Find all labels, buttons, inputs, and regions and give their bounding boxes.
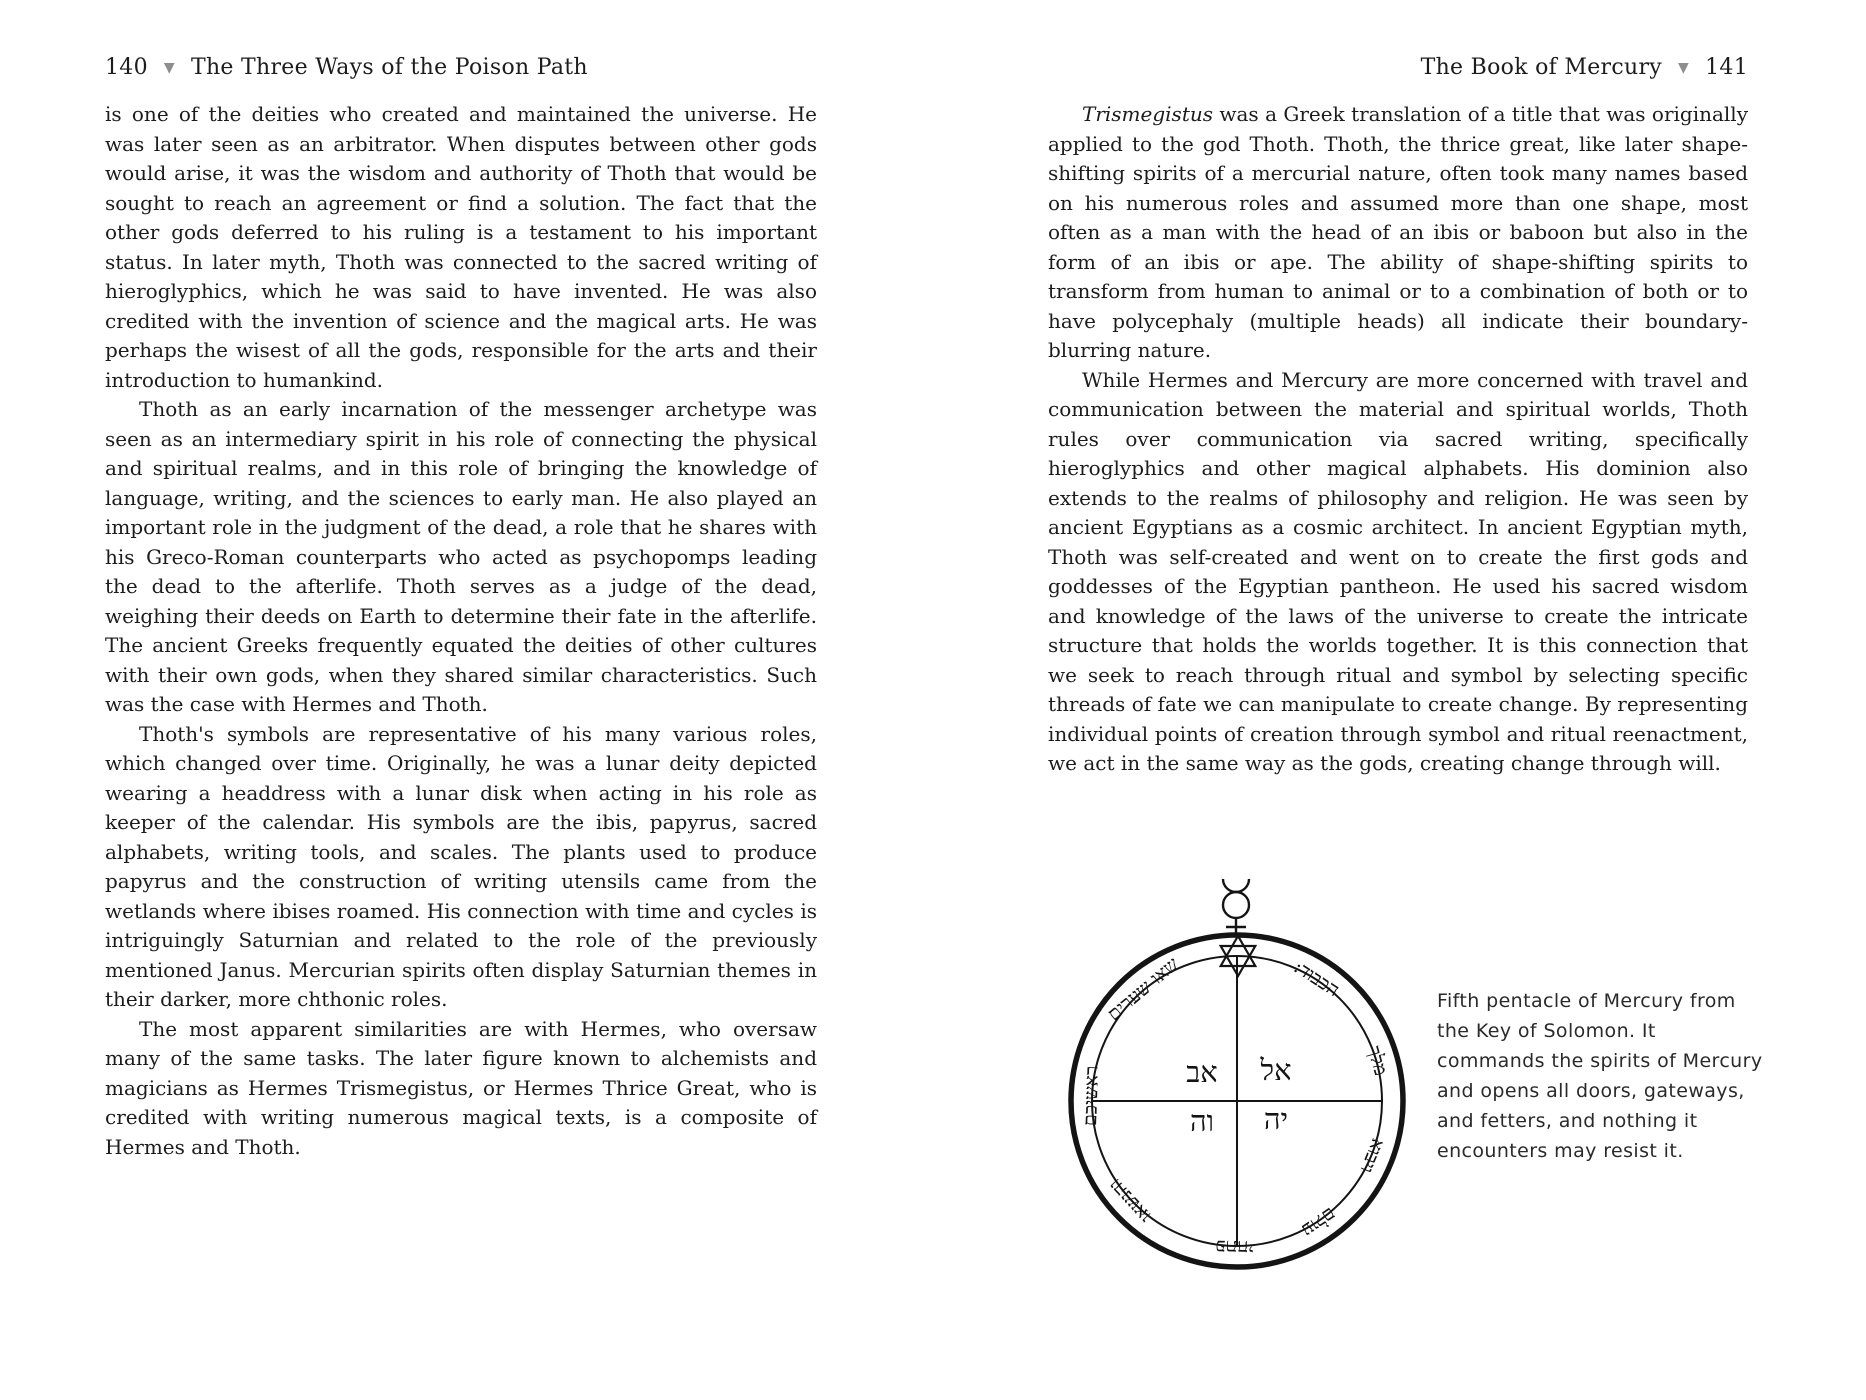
ring-word: שאו שערים (1103, 953, 1184, 1026)
triangle-down-icon: ▼ (163, 60, 175, 76)
quadrant-letters-top-left: אב (1186, 1055, 1218, 1089)
pentacle-figure (1030, 858, 1450, 1318)
ring-word: ויבוא (1355, 1135, 1390, 1177)
triangle-down-icon: ▼ (1678, 60, 1690, 76)
ring-word: והנשאו (1104, 1174, 1156, 1227)
paragraph (1048, 100, 1748, 366)
figure-caption: Fifth pentacle of Mercury from the Key of Solomon. It commands the spirits of Mercury and opens all doors, gateways, and fetters, and nothing it encounters may resist it. (1437, 990, 1763, 1162)
ring-word: פתחי (1215, 1235, 1254, 1259)
paragraph: Thoth's symbols are representative of his many various roles, which changed over time. Originally, he was a lunar deity depicted wearing a headdress with a lunar disk when acting in his role as keeper of the calendar. His symbols are the ibis, papyrus, sacred alphabets, writing tools, and scales. The plants used to produce papyrus and the construction of writing utensils came from the wetlands where ibises roamed. His connection with time and cycles is intriguingly Saturnian and related to the role of the previously mentioned Janus. Mercurian spirits often display Saturnian themes in their darker, more chthonic roles. (105, 721, 817, 1011)
running-title-right: The Book of Mercury (1420, 55, 1663, 80)
quadrant-letters-bottom-right: יה (1263, 1102, 1289, 1136)
paragraph: The most apparent similarities are with Hermes, who oversaw many of the same tasks. The later figure known to alchemists and magicians as Hermes Trismegistus, or Hermes Thrice Great, who is credited with writing numerous magical texts, is a composite of Hermes and Thoth. (105, 1016, 817, 1159)
paragraph: While Hermes and Mercury are more concerned with travel and communication between the material and spiritual worlds, Thoth rules over communication via sacred writing, specifically hieroglyphics and other magical alphabets. His dominion also extends to the realms of philosophy and religion. He was seen by ancient Egyptians as a cosmic architect. In ancient Egyptian myth, Thoth was self-created and went on to create the first gods and goddesses of the Egyptian pantheon. He used his sacred wisdom and knowledge of the laws of the universe to create the intricate structure that holds the worlds together. It is this connection that we seek to reach through ritual and symbol by selecting specific threads of fate we can manipulate to create change. By representing individual points of creation through symbol and ritual reenactment, we act in the same way as the gods, creating change through will. (1048, 367, 1748, 775)
page-number-right: 141 (1705, 55, 1748, 80)
ring-word: הכבוד: (1289, 955, 1344, 1002)
lead-word-italic: Trismegistus (1082, 102, 1214, 126)
quadrant-letters-bottom-left: וה (1189, 1104, 1215, 1138)
ring-word: עולם (1297, 1202, 1340, 1242)
mercury-symbol (1223, 879, 1249, 936)
body-text-left (105, 100, 817, 1162)
paragraph: is one of the deities who created and maintained the universe. He was later seen as an arbitrator. When disputes between other gods would arise, it was the wisdom and authority of Thoth that would be sought to reach an agreement or find a solution. The fact that the other gods deferred to his ruling is a testament to his important status. In later myth, Thoth was connected to the sacred writing of hieroglyphics, which he was said to have invented. He was also credited with the invention of science and the magical arts. He was perhaps the wisest of all the gods, responsible for the arts and their introduction to humankind. (105, 102, 817, 392)
ring-inscription (1079, 953, 1392, 1259)
quadrant-letters-top-right: אל (1260, 1053, 1292, 1087)
paragraph: Thoth as an early incarnation of the messenger archetype was seen as an intermediary spirit in his role of connecting the physical and spiritual realms, and in this role of bringing the knowledge of language, writing, and the sciences to early man. He also played an important role in the judgment of the dead, a role that he shares with his Greco-Roman counterparts who acted as psychopomps leading the dead to the afterlife. Thoth serves as a judge of the dead, weighing their deeds on Earth to determine their fate in the afterlife. The ancient Greeks frequently equated the deities of other cultures with their own gods, when they shared similar characteristics. Such was the case with Hermes and Thoth. (105, 397, 817, 716)
paragraph-rest: was a Greek translation of a title that was originally applied to the god Thoth. Thoth, the thrice great, like later shape-shifting spirits of a mercurial nature, often took many names based on his numerous roles and assumed more than one shape, most often as a man with the head of an ibis or baboon but also in the form of an ibis or ape. The ability of shape-shifting spirits to transform from human to animal or to a combination of both or to have polycephaly (multiple heads) all indicate their boundary-blurring nature. (1048, 102, 1748, 362)
ring-word: מלך (1362, 1043, 1392, 1078)
page-number-left: 140 (105, 55, 148, 80)
running-head-left (105, 55, 817, 83)
body-text-right (1048, 100, 1748, 779)
running-head-right (1048, 55, 1748, 83)
running-title-left: The Three Ways of the Poison Path (190, 55, 588, 80)
page-right (1048, 55, 1748, 779)
ring-word: ראשיכם (1079, 1065, 1104, 1127)
page-left (105, 55, 817, 1162)
